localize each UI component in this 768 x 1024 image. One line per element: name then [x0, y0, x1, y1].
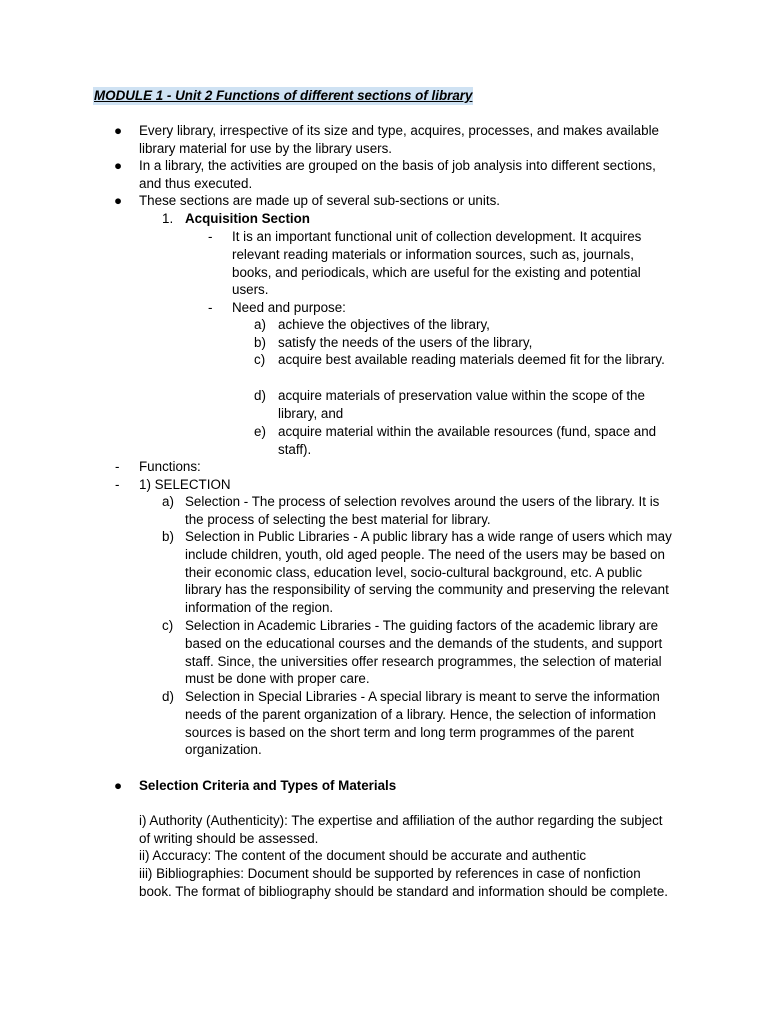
list-item: ● These sections are made up of several sub-sections or units.: [114, 193, 500, 208]
criteria-item: iii) Bibliographies: Document should be supported by references in case of nonfiction book. The format of bibliography should be standard and information should be complete.: [139, 866, 669, 899]
bullet-icon: ●: [114, 123, 123, 138]
criteria-item: ii) Accuracy: The content of the document should be accurate and authentic: [139, 848, 587, 863]
list-item: ● In a library, the activities are grouped on the basis of job analysis into different sections, and thus executed.: [114, 158, 656, 191]
purpose-item: d) acquire materials of preservation value within the scope of the library, and: [254, 388, 645, 421]
selection-item: b) Selection in Public Libraries - A public library has a wide range of users which may include children, youth, old aged people. The need of the users may be based on their economic class, education level, socio-cultural background, etc. A public library has the responsibility of serving the community and preserving the relevant information of the region.: [162, 529, 672, 616]
functions-label: - Functions:: [115, 459, 201, 474]
purpose-item: b) satisfy the needs of the users of the library,: [254, 335, 533, 350]
bullet-icon: ●: [114, 778, 123, 793]
selection-label: - 1) SELECTION: [115, 477, 231, 492]
bullet-icon: ●: [114, 193, 123, 208]
section-heading: 1. Acquisition Section: [162, 211, 310, 226]
purpose-item: e) acquire material within the available resources (fund, space and staff).: [254, 424, 657, 457]
list-item: ● Every library, irrespective of its size and type, acquires, processes, and makes available library material for use by the library users.: [114, 123, 659, 156]
purpose-item: c) acquire best available reading materials deemed fit for the library.: [254, 352, 665, 367]
bullet-icon: ●: [114, 158, 123, 173]
selection-item: a) Selection - The process of selection revolves around the users of the library. It is the process of selecting the best material for library.: [162, 494, 660, 527]
dash-marker: -: [208, 300, 213, 315]
page-title: MODULE 1 - Unit 2 Functions of different sections of library: [94, 88, 473, 103]
section-description: - It is an important functional unit of collection development. It acquires relevant reading materials or information sources, such as, journals, books, and periodicals, which are useful for the existing and potential users.: [208, 229, 642, 298]
selection-item: c) Selection in Academic Libraries - The guiding factors of the academic library are based on the educational courses and the demands of the students, and support staff. Since, the universities offer research programmes, the selection of material must be done with proper care.: [162, 618, 663, 687]
criteria-heading: ● Selection Criteria and Types of Materials: [114, 778, 397, 793]
dash-marker: -: [208, 229, 213, 244]
list-number: 1.: [162, 211, 174, 226]
need-label: - Need and purpose:: [208, 300, 346, 315]
selection-item: d) Selection in Special Libraries - A special library is meant to serve the information needs of the parent organization of a library. Hence, the selection of information sources is based on the short term and long term programmes of the parent organization.: [162, 689, 660, 758]
criteria-item: i) Authority (Authenticity): The expertise and affiliation of the author regarding the subject of writing should be assessed.: [139, 813, 663, 846]
dash-marker: -: [115, 477, 120, 492]
purpose-item: a) achieve the objectives of the library,: [254, 317, 490, 332]
dash-marker: -: [115, 459, 120, 474]
